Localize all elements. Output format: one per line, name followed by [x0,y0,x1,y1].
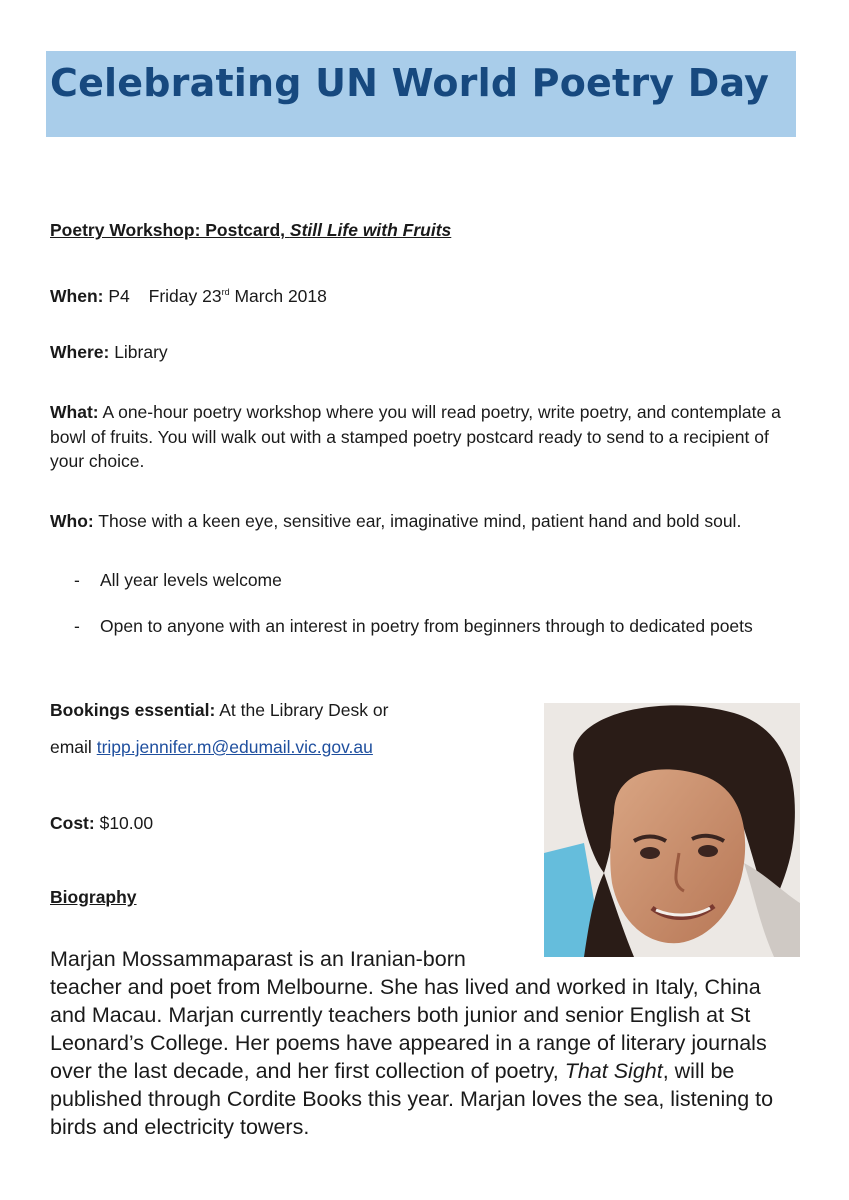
who-bullet-1 [74,568,794,592]
email-link[interactable]: tripp.jennifer.m@edumail.vic.gov.au [96,737,373,757]
cost-row [50,811,153,835]
workshop-heading-prefix: Poetry Workshop: Postcard, [50,220,286,240]
poet-portrait-photo [544,703,800,957]
when-row [50,280,327,308]
email-row [50,735,373,759]
biography-text [50,945,790,1141]
when-date-post: March 2018 [229,286,327,306]
when-date-sup: rd [221,287,230,297]
workshop-heading-title: Still Life with Fruits [289,220,452,240]
workshop-heading [50,218,451,242]
who-label: Who: [50,511,94,531]
bullet-dash: - [74,570,80,590]
bullet-text: Open to anyone with an interest in poetry from beginners through to dedicated poets [100,616,753,636]
biography-heading: Biography [50,887,137,907]
biography-book-title: That Sight [564,1059,663,1083]
who-bullet-2 [74,614,794,638]
bullet-dash: - [74,616,80,636]
bookings-label: Bookings essential: [50,700,216,720]
email-prefix: email [50,737,92,757]
bookings-value: At the Library Desk or [219,700,389,720]
when-label: When: [50,286,104,306]
portrait-illustration [544,703,800,957]
cost-value: $10.00 [99,813,154,833]
biography-body [50,973,790,1141]
what-label: What: [50,402,99,422]
title-banner [46,51,796,137]
bookings-row [50,698,388,722]
where-row [50,340,168,364]
what-value: A one-hour poetry workshop where you will read poetry, write poetry, and contemplate a bowl of fruits. You will walk out with a stamped poetry postcard ready to send to a recipient of your choice. [50,402,781,471]
biography-line-1: Marjan Mossammaparast is an Iranian-born [50,947,466,971]
where-label: Where: [50,342,110,362]
when-period: P4 [108,286,130,306]
biography-text-part-1: teacher and poet from Melbourne. She has lived and worked in Italy, China and Macau. Marjan currently teachers both junior and senior English at St Leonard’s College. Her poems have appeared in a range of literary journals over the last decade, and her first collection of poetry, [50,975,767,1083]
who-value: Those with a keen eye, sensitive ear, imaginative mind, patient hand and bold soul. [98,511,742,531]
page-title: Celebrating UN World Poetry Day [50,61,770,105]
who-row [50,509,790,534]
biography-text-part-2: , will be published through Cordite Books this year. Marjan loves the sea, listening to birds and electricity towers. [50,1059,774,1139]
bullet-text: All year levels welcome [100,570,282,590]
when-date-pre: Friday 23 [148,286,222,306]
what-row [50,400,790,474]
where-value: Library [114,342,168,362]
cost-label: Cost: [50,813,95,833]
